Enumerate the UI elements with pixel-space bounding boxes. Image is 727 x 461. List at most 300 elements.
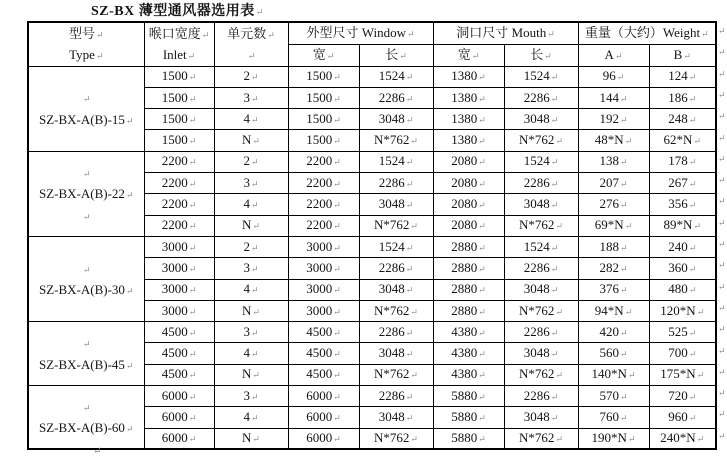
header-cell-weight-b: [649, 44, 716, 66]
paragraph-mark-icon: ↵: [478, 200, 486, 211]
cell-value: 188: [599, 238, 619, 254]
table-cell: [288, 109, 359, 130]
paragraph-mark-icon: ↵: [82, 168, 91, 179]
paragraph-mark-icon: ↵: [405, 242, 414, 253]
table-cell: [144, 300, 214, 321]
paragraph-mark-icon: ↵: [252, 221, 260, 232]
row-end-mark-icon: ↵: [718, 153, 726, 164]
table-cell: [359, 300, 433, 321]
paragraph-mark-icon: ↵: [333, 200, 341, 211]
cell-value: 4380: [451, 345, 478, 361]
table-cell: [578, 407, 649, 428]
paragraph-mark-icon: ↵: [267, 30, 275, 40]
table-cell: [504, 279, 578, 300]
cell-value: N: [242, 366, 252, 382]
paragraph-mark-icon: ↵: [410, 434, 418, 445]
paragraph-mark-icon: ↵: [619, 391, 628, 402]
paragraph-mark-icon: ↵: [555, 306, 563, 317]
table-cell: [144, 386, 214, 407]
table-cell: [649, 300, 716, 321]
cell-value: 5880: [451, 430, 478, 446]
paragraph-mark-icon: ↵: [333, 349, 341, 360]
cell-value: 2286: [378, 174, 405, 190]
cell-value: 2200: [306, 196, 333, 212]
cell-value: 2080: [451, 217, 478, 233]
header-inlet-cn: 喉口宽度: [148, 26, 201, 41]
paragraph-mark-icon: ↵: [550, 242, 559, 253]
cell-value: 1380: [451, 89, 478, 105]
table-cell: [649, 407, 716, 428]
cell-value: 186: [668, 89, 688, 105]
paragraph-mark-icon: ↵: [410, 306, 418, 317]
paragraph-mark-icon: ↵: [555, 434, 563, 445]
paragraph-mark-icon: ↵: [188, 93, 197, 104]
paragraph-mark-icon: ↵: [688, 327, 697, 338]
paragraph-mark-icon: ↵: [619, 285, 628, 296]
table-cell: [144, 109, 214, 130]
table-cell: [504, 300, 578, 321]
model-cell: [28, 236, 144, 321]
paragraph-mark-icon: ↵: [252, 306, 260, 317]
paragraph-mark-icon: ↵: [406, 28, 415, 39]
cell-value: 3000: [306, 281, 333, 297]
paragraph-mark-icon: ↵: [82, 94, 91, 105]
table-cell: [504, 407, 578, 428]
cell-value: 48*N: [594, 132, 624, 148]
cell-value: 4: [243, 196, 250, 212]
paragraph-mark-icon: ↵: [201, 30, 210, 40]
paragraph-mark-icon: ↵: [688, 413, 697, 424]
paragraph-mark-icon: ↵: [405, 349, 414, 360]
table-cell: [214, 386, 288, 407]
selection-table: [27, 21, 717, 450]
cell-value: 700: [668, 345, 688, 361]
paragraph-mark-icon: ↵: [333, 136, 341, 147]
header-units-cn: 单元数: [227, 26, 267, 41]
cell-value: 3048: [523, 409, 550, 425]
row-end-mark-icon: ↵: [718, 409, 726, 420]
cell-value: 178: [668, 153, 688, 169]
paragraph-mark-icon: ↵: [250, 178, 259, 189]
cell-value: 3000: [161, 302, 188, 318]
cell-value: 2286: [378, 259, 405, 275]
table-cell: [288, 66, 359, 87]
paragraph-mark-icon: ↵: [619, 413, 628, 424]
paragraph-mark-icon: ↵: [555, 136, 563, 147]
table-cell: [578, 343, 649, 364]
cell-value: 282: [599, 259, 619, 275]
header-mouth-width-label: 宽: [457, 46, 471, 62]
table-cell: [504, 151, 578, 172]
table-cell: [288, 258, 359, 279]
paragraph-mark-icon: ↵: [333, 413, 341, 424]
model-cell: [28, 322, 144, 386]
paragraph-mark-icon: ↵: [250, 242, 259, 253]
paragraph-mark-icon: ↵: [247, 51, 256, 62]
table-cell: [214, 407, 288, 428]
paragraph-mark-icon: ↵: [478, 114, 486, 125]
paragraph-mark-icon: ↵: [696, 370, 705, 381]
paragraph-mark-icon: ↵: [478, 93, 486, 104]
cell-value: 2200: [161, 174, 188, 190]
header-type-en: Type: [69, 47, 95, 63]
paragraph-mark-icon: ↵: [405, 93, 414, 104]
cell-value: 3: [243, 259, 250, 275]
model-name: SZ-BX-A(B)-15: [39, 111, 125, 127]
paragraph-mark-icon: ↵: [693, 221, 701, 232]
cell-value: 3000: [161, 238, 188, 254]
table-cell: [504, 258, 578, 279]
table-cell: [504, 109, 578, 130]
cell-value: 6000: [306, 387, 333, 403]
table-cell: [288, 386, 359, 407]
cell-value: 138: [599, 153, 619, 169]
table-cell: [214, 428, 288, 449]
cell-value: 192: [599, 110, 619, 126]
row-end-mark-icon: ↵: [718, 324, 726, 335]
cell-value: 3048: [523, 110, 550, 126]
cell-value: 3000: [306, 238, 333, 254]
table-cell: [359, 364, 433, 385]
paragraph-mark-icon: ↵: [688, 72, 697, 83]
row-end-mark-icon: ↵: [718, 47, 726, 58]
cell-value: 480: [668, 281, 688, 297]
table-cell: [288, 428, 359, 449]
table-cell: [288, 279, 359, 300]
cell-value: N: [242, 132, 252, 148]
table-cell: [359, 236, 433, 257]
cell-value: 1524: [523, 68, 550, 84]
paragraph-mark-icon: ↵: [188, 136, 197, 147]
paragraph-mark-icon: ↵: [688, 178, 697, 189]
table-cell: [359, 322, 433, 343]
table-cell: [288, 130, 359, 151]
cell-value: 207: [599, 174, 619, 190]
table-cell: [433, 173, 504, 194]
paragraph-mark-icon: ↵: [250, 72, 259, 83]
paragraph-mark-icon: ↵: [405, 157, 414, 168]
paragraph-mark-icon: ↵: [333, 242, 341, 253]
table-cell: [504, 343, 578, 364]
table-cell: [214, 300, 288, 321]
paragraph-mark-icon: ↵: [250, 114, 259, 125]
paragraph-mark-icon: ↵: [187, 51, 196, 62]
paragraph-mark-icon: ↵: [405, 285, 414, 296]
table-cell: [578, 300, 649, 321]
table-cell: [144, 258, 214, 279]
table-cell: [578, 258, 649, 279]
paragraph-mark-icon: ↵: [619, 242, 628, 253]
table-cell: [649, 215, 716, 236]
cell-value: N*762: [519, 302, 555, 318]
paragraph-mark-icon: ↵: [550, 114, 559, 125]
cell-value: N*762: [519, 217, 555, 233]
paragraph-mark-icon: ↵: [550, 413, 559, 424]
table-cell: [433, 236, 504, 257]
cell-value: 3000: [306, 259, 333, 275]
cell-value: 960: [668, 409, 688, 425]
table-cell: [433, 300, 504, 321]
table-row: [28, 386, 716, 407]
row-end-mark-icon: ↵: [718, 132, 726, 143]
paragraph-mark-icon: ↵: [693, 136, 701, 147]
paragraph-mark-icon: ↵: [252, 370, 260, 381]
table-cell: [578, 386, 649, 407]
paragraph-mark-icon: ↵: [619, 200, 628, 211]
paragraph-mark-icon: ↵: [547, 28, 555, 39]
table-cell: [433, 66, 504, 87]
table-cell: [433, 428, 504, 449]
cell-value: 3048: [378, 409, 405, 425]
paragraph-mark-icon: ↵: [333, 306, 341, 317]
table-cell: [649, 173, 716, 194]
header-cell-weight: [578, 22, 716, 44]
cell-value: 89*N: [663, 217, 693, 233]
row-end-mark-icon: ↵: [718, 345, 726, 356]
header-inlet-en: Inlet: [162, 47, 187, 63]
paragraph-mark-icon: ↵: [478, 242, 486, 253]
table-cell: [144, 236, 214, 257]
cell-value: 4: [243, 281, 250, 297]
paragraph-mark-icon: ↵: [683, 50, 691, 61]
header-window-width-label: 宽: [312, 46, 326, 62]
table-cell: [359, 386, 433, 407]
row-end-mark-icon: ↵: [718, 366, 726, 377]
paragraph-mark-icon: ↵: [405, 200, 414, 211]
cell-value: 190*N: [591, 430, 627, 446]
paragraph-mark-icon: ↵: [478, 285, 486, 296]
row-end-mark-icon: ↵: [718, 239, 726, 249]
page-title-text: SZ-BX 薄型通风器选用表: [91, 4, 255, 19]
paragraph-mark-icon: ↵: [624, 136, 633, 147]
table-cell: [504, 194, 578, 215]
cell-value: 1380: [451, 132, 478, 148]
table-cell: [649, 428, 716, 449]
header-cell-type: [28, 22, 144, 66]
cell-value: 2880: [451, 302, 478, 318]
header-cell-inlet: [144, 22, 214, 66]
table-cell: [144, 322, 214, 343]
paragraph-mark-icon: ↵: [550, 72, 559, 83]
paragraph-mark-icon: ↵: [550, 157, 559, 168]
table-cell: [359, 194, 433, 215]
header-cell-mouth-length: [504, 44, 578, 66]
cell-value: 124: [668, 68, 688, 84]
cell-value: 1524: [523, 153, 550, 169]
row-end-mark-icon: ↵: [718, 430, 726, 441]
table-cell: [578, 428, 649, 449]
table-cell: [649, 236, 716, 257]
cell-value: 240: [668, 238, 688, 254]
table-cell: [144, 407, 214, 428]
paragraph-mark-icon: ↵: [688, 263, 697, 274]
table-cell: [288, 407, 359, 428]
paragraph-mark-icon: ↵: [688, 200, 697, 211]
table-cell: [144, 66, 214, 87]
table-cell: [359, 428, 433, 449]
cell-value: 267: [668, 174, 688, 190]
row-end-mark-icon: ↵: [718, 281, 726, 292]
paragraph-mark-icon: ↵: [624, 221, 633, 232]
paragraph-mark-icon: ↵: [95, 51, 104, 62]
paragraph-mark-icon: ↵: [478, 157, 486, 168]
paragraph-mark-icon: ↵: [550, 285, 559, 296]
paragraph-mark-icon: ↵: [333, 221, 341, 232]
header-cell-window-width: [288, 44, 359, 66]
cell-value: 120*N: [660, 302, 696, 318]
row-end-mark-icon: ↵: [718, 260, 726, 271]
table-cell: [504, 66, 578, 87]
paragraph-mark-icon: ↵: [188, 306, 197, 317]
paragraph-mark-icon: ↵: [125, 115, 134, 126]
paragraph-mark-icon: ↵: [95, 30, 104, 40]
paragraph-mark-icon: ↵: [333, 263, 341, 274]
table-cell: [433, 279, 504, 300]
paragraph-mark-icon: ↵: [333, 72, 341, 83]
table-cell: [578, 151, 649, 172]
paragraph-mark-icon: ↵: [333, 93, 341, 104]
table-cell: [649, 279, 716, 300]
cell-value: 4500: [306, 323, 333, 339]
table-cell: [504, 130, 578, 151]
paragraph-mark-icon: ↵: [688, 242, 697, 253]
cell-value: 3000: [161, 259, 188, 275]
cell-value: 2286: [378, 89, 405, 105]
table-cell: [649, 151, 716, 172]
paragraph-mark-icon: ↵: [188, 349, 197, 360]
header-type-cn: 型号: [68, 26, 95, 41]
header-weight-b-label: B: [673, 46, 683, 62]
cell-value: 140*N: [591, 366, 627, 382]
table-header: [28, 22, 716, 66]
cell-value: 760: [599, 409, 619, 425]
table-cell: [288, 87, 359, 108]
table-cell: [649, 343, 716, 364]
paragraph-mark-icon: ↵: [550, 200, 559, 211]
table-cell: [578, 173, 649, 194]
model-cell: [28, 151, 144, 236]
cell-value: 420: [599, 323, 619, 339]
table-row: [28, 236, 716, 257]
cell-value: 3048: [378, 281, 405, 297]
cell-value: 3000: [306, 302, 333, 318]
cell-value: 248: [668, 110, 688, 126]
table-cell: [504, 215, 578, 236]
paragraph-mark-icon: ↵: [478, 370, 486, 381]
table-cell: [504, 322, 578, 343]
table-cell: [144, 87, 214, 108]
paragraph-mark-icon: ↵: [82, 402, 91, 413]
table-cell: [214, 130, 288, 151]
cell-value: N*762: [519, 430, 555, 446]
cell-value: 6000: [306, 430, 333, 446]
paragraph-mark-icon: ↵: [478, 391, 486, 402]
paragraph-mark-icon: ↵: [410, 370, 418, 381]
table-cell: [504, 364, 578, 385]
paragraph-mark-icon: ↵: [555, 370, 563, 381]
table-cell: [214, 236, 288, 257]
paragraph-mark-icon: ↵: [188, 391, 197, 402]
paragraph-mark-icon: ↵: [627, 370, 636, 381]
cell-value: 5880: [451, 387, 478, 403]
table-cell: [578, 194, 649, 215]
paragraph-mark-icon: ↵: [619, 178, 628, 189]
table-cell: [144, 173, 214, 194]
cell-value: 4380: [451, 323, 478, 339]
paragraph-mark-icon: ↵: [250, 327, 259, 338]
table-cell: [433, 87, 504, 108]
table-cell: [433, 215, 504, 236]
cell-value: 4380: [451, 366, 478, 382]
cell-value: 2286: [523, 387, 550, 403]
cell-value: 6000: [306, 409, 333, 425]
paragraph-mark-icon: ↵: [250, 413, 259, 424]
cell-value: 2286: [523, 259, 550, 275]
cell-value: 2080: [451, 174, 478, 190]
model-cell: [28, 66, 144, 151]
paragraph-mark-icon: ↵: [544, 50, 552, 61]
table-cell: [144, 151, 214, 172]
table-cell: [214, 173, 288, 194]
table-cell: [288, 300, 359, 321]
cell-value: 1500: [306, 110, 333, 126]
model-name: SZ-BX-A(B)-22: [39, 186, 125, 202]
table-cell: [578, 130, 649, 151]
paragraph-mark-icon: ↵: [82, 264, 91, 275]
paragraph-mark-icon: ↵: [619, 93, 628, 104]
paragraph-mark-icon: ↵: [188, 114, 197, 125]
cell-value: 2286: [523, 89, 550, 105]
table-cell: [433, 109, 504, 130]
paragraph-mark-icon: ↵: [405, 114, 414, 125]
table-cell: [578, 279, 649, 300]
paragraph-mark-icon: ↵: [188, 221, 197, 232]
table-cell: [433, 407, 504, 428]
table-cell: [433, 343, 504, 364]
paragraph-mark-icon: ↵: [333, 370, 341, 381]
cell-value: 2080: [451, 196, 478, 212]
cell-value: N*762: [519, 132, 555, 148]
table-cell: [359, 66, 433, 87]
cell-value: N*762: [374, 217, 410, 233]
cell-value: 3: [243, 89, 250, 105]
paragraph-mark-icon: ↵: [688, 157, 697, 168]
table-cell: [578, 215, 649, 236]
cell-value: 2200: [161, 217, 188, 233]
paragraph-mark-icon: ↵: [250, 157, 259, 168]
table-cell: [214, 109, 288, 130]
paragraph-mark-icon: ↵: [619, 349, 628, 360]
table-cell: [649, 364, 716, 385]
cell-value: 2200: [306, 153, 333, 169]
table-cell: [433, 322, 504, 343]
table-row: [28, 322, 716, 343]
table-cell: [359, 343, 433, 364]
table-cell: [359, 87, 433, 108]
cell-value: 2: [243, 238, 250, 254]
paragraph-mark-icon: ↵: [478, 263, 486, 274]
cell-value: 2200: [306, 217, 333, 233]
paragraph-mark-icon: ↵: [696, 434, 705, 445]
table-cell: [578, 109, 649, 130]
paragraph-mark-icon: ↵: [405, 391, 414, 402]
cell-value: N*762: [519, 366, 555, 382]
paragraph-mark-icon: ↵: [188, 434, 197, 445]
paragraph-mark-icon: ↵: [333, 391, 341, 402]
cell-value: 2286: [523, 323, 550, 339]
paragraph-mark-icon: ↵: [555, 221, 563, 232]
table-cell: [433, 151, 504, 172]
